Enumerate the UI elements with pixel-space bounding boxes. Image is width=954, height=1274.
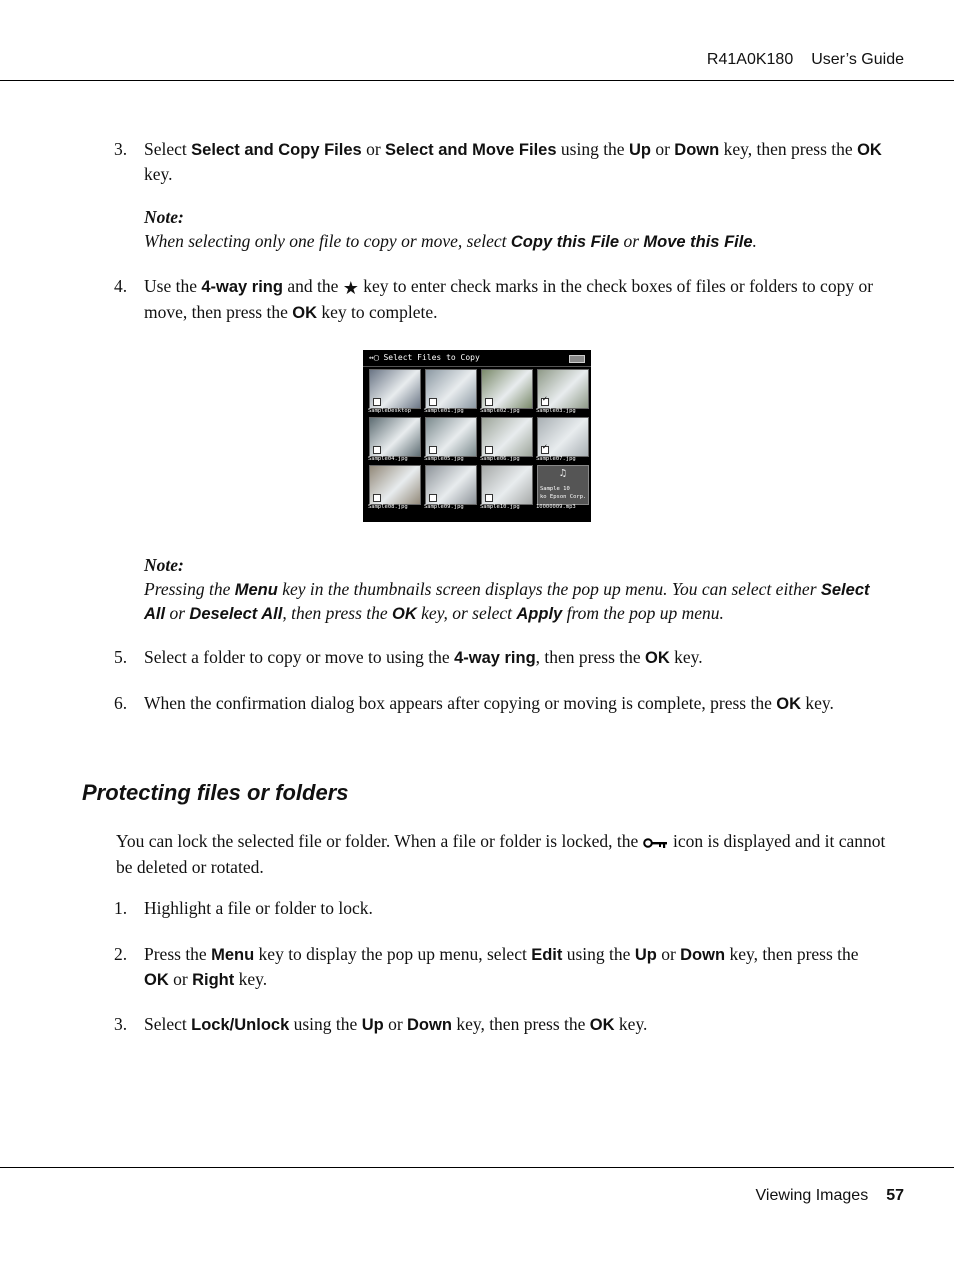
thumbnail-checkbox[interactable] bbox=[485, 446, 493, 454]
page-header bbox=[707, 51, 904, 69]
thumbnail-caption: Sample02.jpg bbox=[480, 408, 520, 414]
thumbnail-checkbox[interactable] bbox=[485, 398, 493, 406]
lock-step-1: Highlight a file or folder to lock. bbox=[144, 898, 373, 918]
thumbnail-image bbox=[425, 465, 477, 505]
lock-intro: You can lock the selected file or folder. When a file or folder is locked, the icon is displayed and it cannot be deleted or rotated. bbox=[116, 831, 886, 877]
thumbnail-checkbox[interactable] bbox=[373, 494, 381, 502]
thumbnail-cell[interactable] bbox=[423, 417, 475, 465]
step-4-check: Use the 4-way ring and the ★ key to enter check marks in the check boxes of files or folders to copy or move, then press the OK key to complete. bbox=[144, 276, 874, 322]
thumbnail-caption: Sample01.jpg bbox=[424, 408, 464, 414]
step-6-confirm: When the confirmation dialog box appears after copying or moving is complete, press the OK key. bbox=[144, 693, 834, 713]
thumbnail-checkbox[interactable] bbox=[541, 398, 549, 406]
thumbnail-caption: Sample10.jpg bbox=[480, 504, 520, 510]
step-number: 1. bbox=[114, 898, 128, 918]
select-files-screen bbox=[363, 350, 591, 522]
music-title: Sample 10 bbox=[540, 486, 570, 492]
star-icon: ★ bbox=[342, 278, 359, 298]
thumbnail-checkbox[interactable] bbox=[429, 446, 437, 454]
step-number: 3. bbox=[114, 1014, 128, 1034]
music-note-icon: ♫ bbox=[560, 468, 567, 479]
header-rule bbox=[0, 80, 954, 81]
thumbnail-cell[interactable] bbox=[535, 417, 587, 465]
note-label: Note: bbox=[144, 555, 184, 575]
thumbnail-caption: Sample09.jpg bbox=[424, 504, 464, 510]
thumbnail-checkbox[interactable] bbox=[373, 446, 381, 454]
thumbnail-cell[interactable] bbox=[423, 369, 475, 417]
screen-title: ↔▢ Select Files to Copy bbox=[369, 353, 480, 362]
step-3-copy: Select Select and Copy Files or Select and Move Files using the Up or Down key, then press the OK key. bbox=[144, 139, 882, 184]
thumbnail-caption: SampleDesktop bbox=[368, 408, 412, 414]
music-artist: ko Epson Corp. bbox=[540, 494, 587, 500]
thumbnail-caption: Sample06.jpg bbox=[480, 456, 520, 462]
thumbnail-image bbox=[369, 417, 421, 457]
step-5-folder: Select a folder to copy or move to using the 4-way ring, then press the OK key. bbox=[144, 647, 703, 667]
thumbnail-caption: Sample07.jpg bbox=[536, 456, 576, 462]
note-label: Note: bbox=[144, 207, 184, 227]
footer-rule bbox=[0, 1167, 954, 1168]
step-number: 2. bbox=[114, 944, 128, 964]
music-file-tile bbox=[537, 465, 589, 505]
step-number: 5. bbox=[114, 647, 128, 667]
thumbnail-checkbox[interactable] bbox=[485, 494, 493, 502]
lock-step-3: Select Lock/Unlock using the Up or Down key, then press the OK key. bbox=[144, 1014, 648, 1034]
thumbnail-image bbox=[369, 465, 421, 505]
page-footer bbox=[756, 1187, 904, 1205]
thumbnail-cell[interactable] bbox=[535, 465, 587, 513]
thumbnail-image bbox=[537, 417, 589, 457]
note-menu: Note: Pressing the Menu key in the thumbnails screen displays the pop up menu. You can select either Select All or Deselect All, then press the OK key, or select Apply from the pop up menu. bbox=[144, 554, 884, 627]
model-number: R41A0K180 bbox=[706, 51, 794, 68]
thumbnail-image bbox=[369, 369, 421, 409]
thumbnail-cell[interactable] bbox=[367, 465, 419, 513]
thumbnail-cell[interactable] bbox=[535, 369, 587, 417]
thumbnail-checkbox[interactable] bbox=[373, 398, 381, 406]
thumbnail-checkbox[interactable] bbox=[541, 446, 549, 454]
thumbnail-image bbox=[481, 465, 533, 505]
guide-title: User’s Guide bbox=[811, 51, 904, 68]
thumbnail-caption: 10000009.mp3 bbox=[536, 504, 576, 510]
thumbnail-cell[interactable] bbox=[367, 417, 419, 465]
thumbnail-image bbox=[425, 417, 477, 457]
section-title: Protecting files or folders bbox=[82, 780, 349, 805]
step-number: 6. bbox=[114, 693, 128, 713]
thumbnail-caption: Sample03.jpg bbox=[536, 408, 576, 414]
step-number: 3. bbox=[114, 139, 128, 159]
page-number: 57 bbox=[886, 1187, 904, 1204]
thumbnail-cell[interactable] bbox=[479, 465, 531, 513]
thumbnail-cell[interactable] bbox=[367, 369, 419, 417]
thumbnail-image bbox=[481, 369, 533, 409]
step-number: 4. bbox=[114, 276, 128, 296]
note-single-file: Note: When selecting only one file to copy or move, select Copy this File or Move this File. bbox=[144, 206, 884, 254]
footer-section: Viewing Images bbox=[755, 1187, 869, 1204]
thumbnail-cell[interactable] bbox=[423, 465, 475, 513]
thumbnail-image bbox=[537, 369, 589, 409]
lock-step-2: Press the Menu key to display the pop up menu, select Edit using the Up or Down key, then press the OK or Right key. bbox=[144, 944, 859, 989]
thumbnail-image bbox=[425, 369, 477, 409]
thumbnail-caption: Sample08.jpg bbox=[368, 504, 408, 510]
thumbnail-image bbox=[481, 417, 533, 457]
battery-icon bbox=[569, 355, 585, 363]
thumbnail-caption: Sample04.jpg bbox=[368, 456, 408, 462]
thumbnail-checkbox[interactable] bbox=[429, 398, 437, 406]
thumbnail-cell[interactable] bbox=[479, 369, 531, 417]
thumbnail-checkbox[interactable] bbox=[429, 494, 437, 502]
lock-key-icon bbox=[643, 832, 669, 856]
thumbnail-caption: Sample05.jpg bbox=[424, 456, 464, 462]
thumbnail-cell[interactable] bbox=[479, 417, 531, 465]
